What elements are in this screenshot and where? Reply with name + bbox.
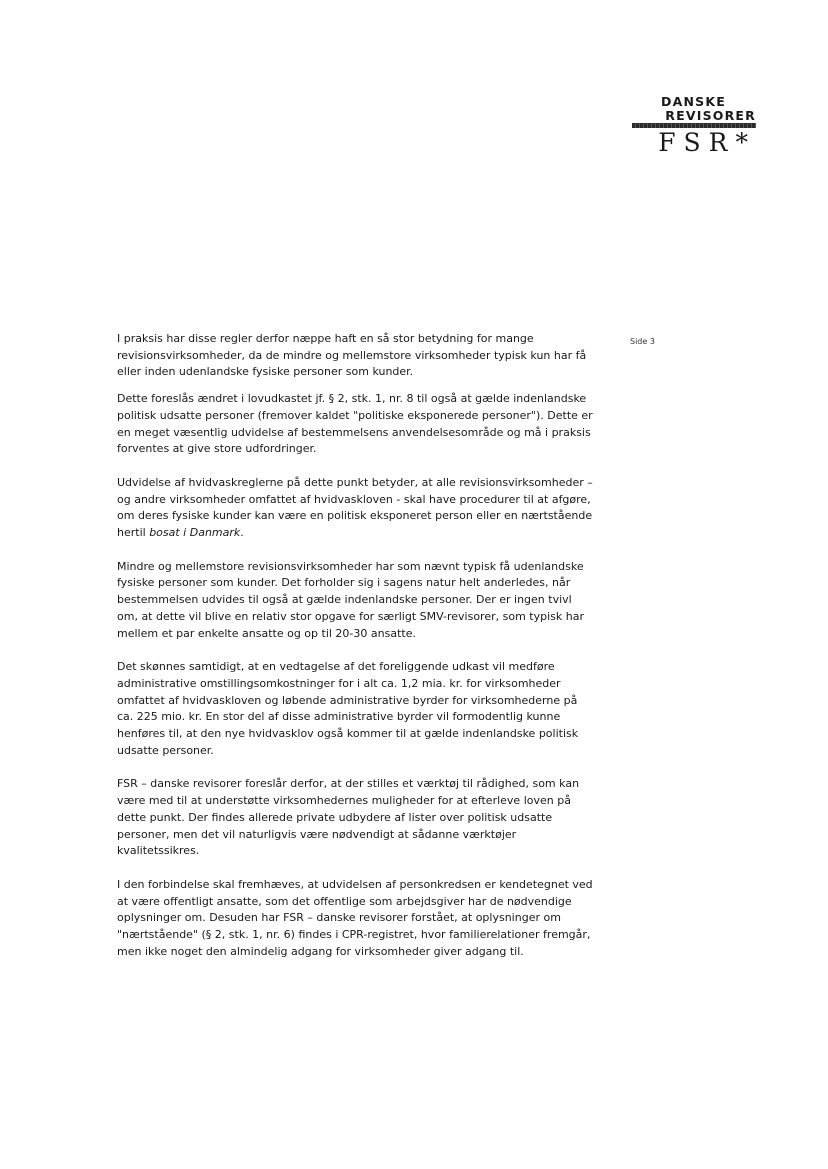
paragraph-6: FSR – danske revisorer foreslår derfor, at der stilles et værktøj til rådighed, som kan være med til at understøtte virksomhedernes muligheder for at efterleve loven på dette punkt. Der findes allerede private udbydere af lister over politisk udsatte personer, men det vil naturligvis være nødvendigt at sådanne værktøjer kvalitetssikres. [117,777,580,858]
paragraph-3-end: . [240,526,244,540]
logo-mark: FSR* [658,128,756,157]
logo-line-revisorer: REVISORER [665,108,756,123]
paragraph-4: Mindre og mellemstore revisionsvirksomheder har som nævnt typisk få udenlandske fysiske personer som kunder. Det forholder sig i sagens natur helt anderledes, når bestemmelsen udvides til også at gælde indenlandske personer. Der er ingen tvivl om, at dette vil blive en relativ stor opgave for særligt SMV-revisorer, som typisk har mellem et par enkelte ansatte og op til 20-30 ansatte. [117,559,584,640]
page-number: Side 3 [630,337,655,346]
paragraph-1: I praksis har disse regler derfor næppe haft en så stor betydning for mange revisionsvirksomheder, da de mindre og mellemstore virksomheder typisk kun har få eller inden udenlandske fysiske personer som kunder. [117,332,587,379]
paragraph-3 [117,475,595,542]
paragraph-2: Dette foreslås ændret i lovudkastet jf. § 2, stk. 1, nr. 8 til også at gælde indenlandske politisk udsatte personer (fremover kaldet "politiske eksponerede personer"). Dette er en meget væsentlig udvidelse af bestemmelsens anvendelsesområde og må i praksis forventes at give store udfordringer. [117,392,593,456]
paragraph-3-text: Udvidelse af hvidvaskreglerne på dette punkt betyder, at alle revisionsvirksomheder – og andre virksomheder omfattet af hvidvaskloven - skal have procedurer til at afgøre, om deres fysiske kunder kan være en politisk eksponeret person eller en nærtstående hertil [117,475,593,540]
paragraph-7: I den forbindelse skal fremhæves, at udvidelsen af personkredsen er kendetegnet ved at være offentligt ansatte, som det offentlige som arbejdsgiver har de nødvendige oplysninger om. Desuden har FSR – danske revisorer forstået, at oplysninger om "nærtstående" (§ 2, stk. 1, nr. 6) findes i CPR-registret, hvor familierelationer fremgår, men ikke noget den almindelig adgang for virksomheder giver adgang til. [117,877,593,958]
document-body [117,331,595,961]
logo-line-danske: DANSKE [661,94,726,109]
paragraph-3-emphasis: bosat i Danmark [149,526,241,540]
fsr-logo [620,92,760,162]
paragraph-5: Det skønnes samtidigt, at en vedtagelse af det foreliggende udkast vil medføre administrative omstillingsomkostninger for i alt ca. 1,2 mia. kr. for virksomheder omfattet af hvidvaskloven og løbende administrative byrder for virksomhederne på ca. 225 mio. kr. En stor del af disse administrative byrder vil formodentlig kunne henføres til, at den nye hvidvasklov også kommer til at gælde indenlandske politisk udsatte personer. [117,660,579,757]
